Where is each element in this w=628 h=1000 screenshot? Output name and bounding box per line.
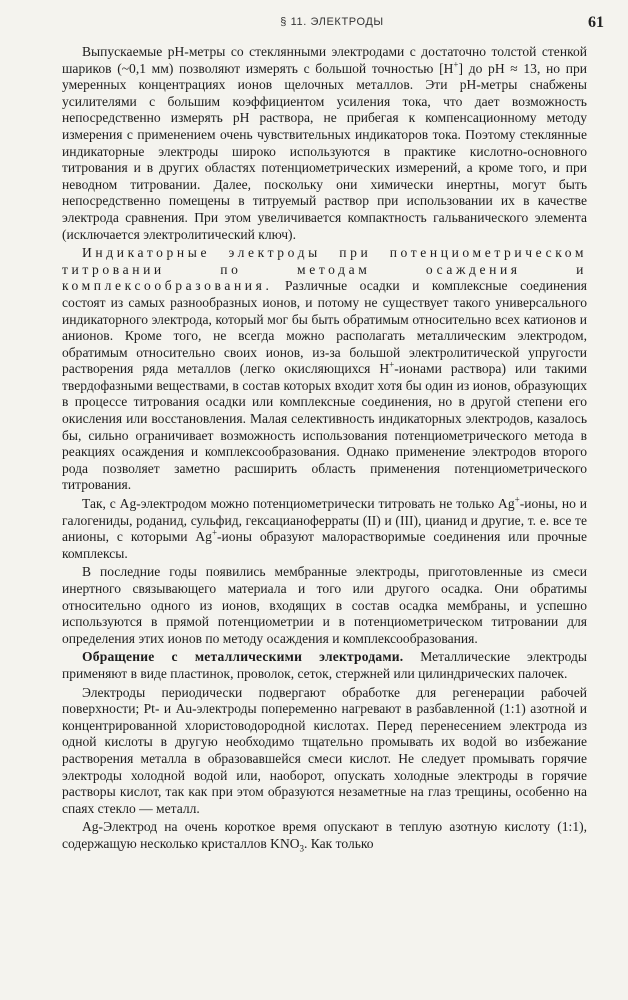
text-run: ] до рН ≈ 13, но при умеренных концентрациях ионов щелочных металлов. Эти рН-метры снабжены усилителями с большим коэффициентом усиления тока, что дает возможность непосредственно измерять рН раствора, не прибегая к компенсационному методу измерения с применением очень чувствительных индикаторов тока. Поэтому стеклянные индикаторные электроды широко используются в практике кислотно-основного титрования и в других областях потенциометрических измерений, а кроме того, и при неводном титровании. Далее, поскольку они химически инертны, могут быть непосредственно помещены в титруемый раствор при использовании их в качестве электрода сравнения. При этом увеличивается компактность гальванического элемента (исключается электролитический ключ). [62, 60, 587, 242]
paragraph-ag-nitric-acid [62, 819, 587, 852]
text-run: Выпускаемые рН-метры со стеклянными электродами с достаточно толстой стенкой шариков (~0,1 мм) позволяют измерять с большой точностью [Н [62, 44, 587, 76]
text-run: Металлические электроды применяют в виде пластинок, проволок, сеток, стержней или цилиндрических палочек. [62, 649, 587, 681]
paragraph-indicator-electrodes [62, 245, 587, 494]
paragraph-ph-meters [62, 44, 587, 243]
page-number: 61 [588, 14, 604, 31]
paragraph-ag-electrode [62, 496, 587, 562]
text-run: . Как только [304, 835, 374, 851]
paragraph-metal-electrode-handling [62, 649, 587, 682]
text-run: Так, с Ag-электродом можно потенциометрически титровать не только Ag [82, 496, 515, 512]
superscript: + [211, 527, 218, 538]
subscript: 3 [299, 843, 305, 854]
section-heading: Обращение с металлическими электродами. [82, 649, 404, 665]
superscript: + [514, 494, 520, 505]
text-run: -ионами раствора) или такими твердофазными веществами, в состав которых входит хотя бы один из ионов, образующих в процессе титрования осадки или комплексные соединения, но в другой степени его окисления или восстановления. Малая селективность индикаторных электродов, казалось бы, сильно ограничивает возможность использования потенциометрического метода в реакциях осаждения и комплексообразования. Однако применение электродов второго рода позволяет заметно расширить область применения потенциометрического титрования. [62, 361, 587, 493]
spaced-subheading: Индикаторные электроды при потенциометрическом титровании по методам осаждения и комплексообразования. [62, 245, 587, 294]
superscript: + [389, 359, 395, 370]
paragraph-regeneration: Электроды периодически подвергают обработке для регенерации рабочей поверхности; Pt- и Au-электроды попеременно нагревают в разбавленной (1:1) азотной и концентрированной хлористоводородной кислотах. Перед перенесением электрода из одной кислоты в другую необходимо тщательно промывать их водой во избежание растворения металла в образовавшейся смеси кислот. Не следует промывать горячие электроды холодной водой или, наоборот, опускать холодные электроды в горячие растворы кислот, так как при этом образуются незаметные на глаз трещины, особенно на спаях стекло — металл. [62, 684, 587, 816]
text-run: -ионы образуют малорастворимые соединения или прочные комплексы. [62, 529, 587, 561]
text-run: Различные осадки и комплексные соединения состоят из самых разнообразных ионов, и потому не существует такого универсального индикаторного электрода, который мог бы быть обратимым относительно всех катионов и анионов. Кроме того, не всегда можно располагать металлическим электродом, обратимым относительно своих ионов, из-за большой электролитической упругости растворения ряда металлов (легко окисляющихся Н [62, 278, 587, 377]
page-header [60, 14, 604, 34]
text-run: Ag-Электрод на очень короткое время опускают в теплую азотную кислоту (1:1), содержащую несколько кристаллов KNO [62, 819, 587, 851]
superscript: + [453, 59, 459, 70]
body-text [62, 44, 587, 853]
running-title: § 11. ЭЛЕКТРОДЫ [280, 16, 384, 28]
paragraph-membrane-electrodes: В последние годы появились мембранные электроды, приготовленные из смеси инертного связывающего материала и того или другого осадка. Они обратимы относительно одного из ионов, входящих в состав осадка мембраны, и успешно используются в прямой потенциометрии и в потенциометрическом титровании для определения этих ионов по методу осаждения и комплексообразования. [62, 564, 587, 646]
text-run: -ионы, но и галогениды, роданид, сульфид, гексацианоферраты (II) и (III), цианид и другие, т. е. все те анионы, с которыми Ag [62, 496, 587, 545]
